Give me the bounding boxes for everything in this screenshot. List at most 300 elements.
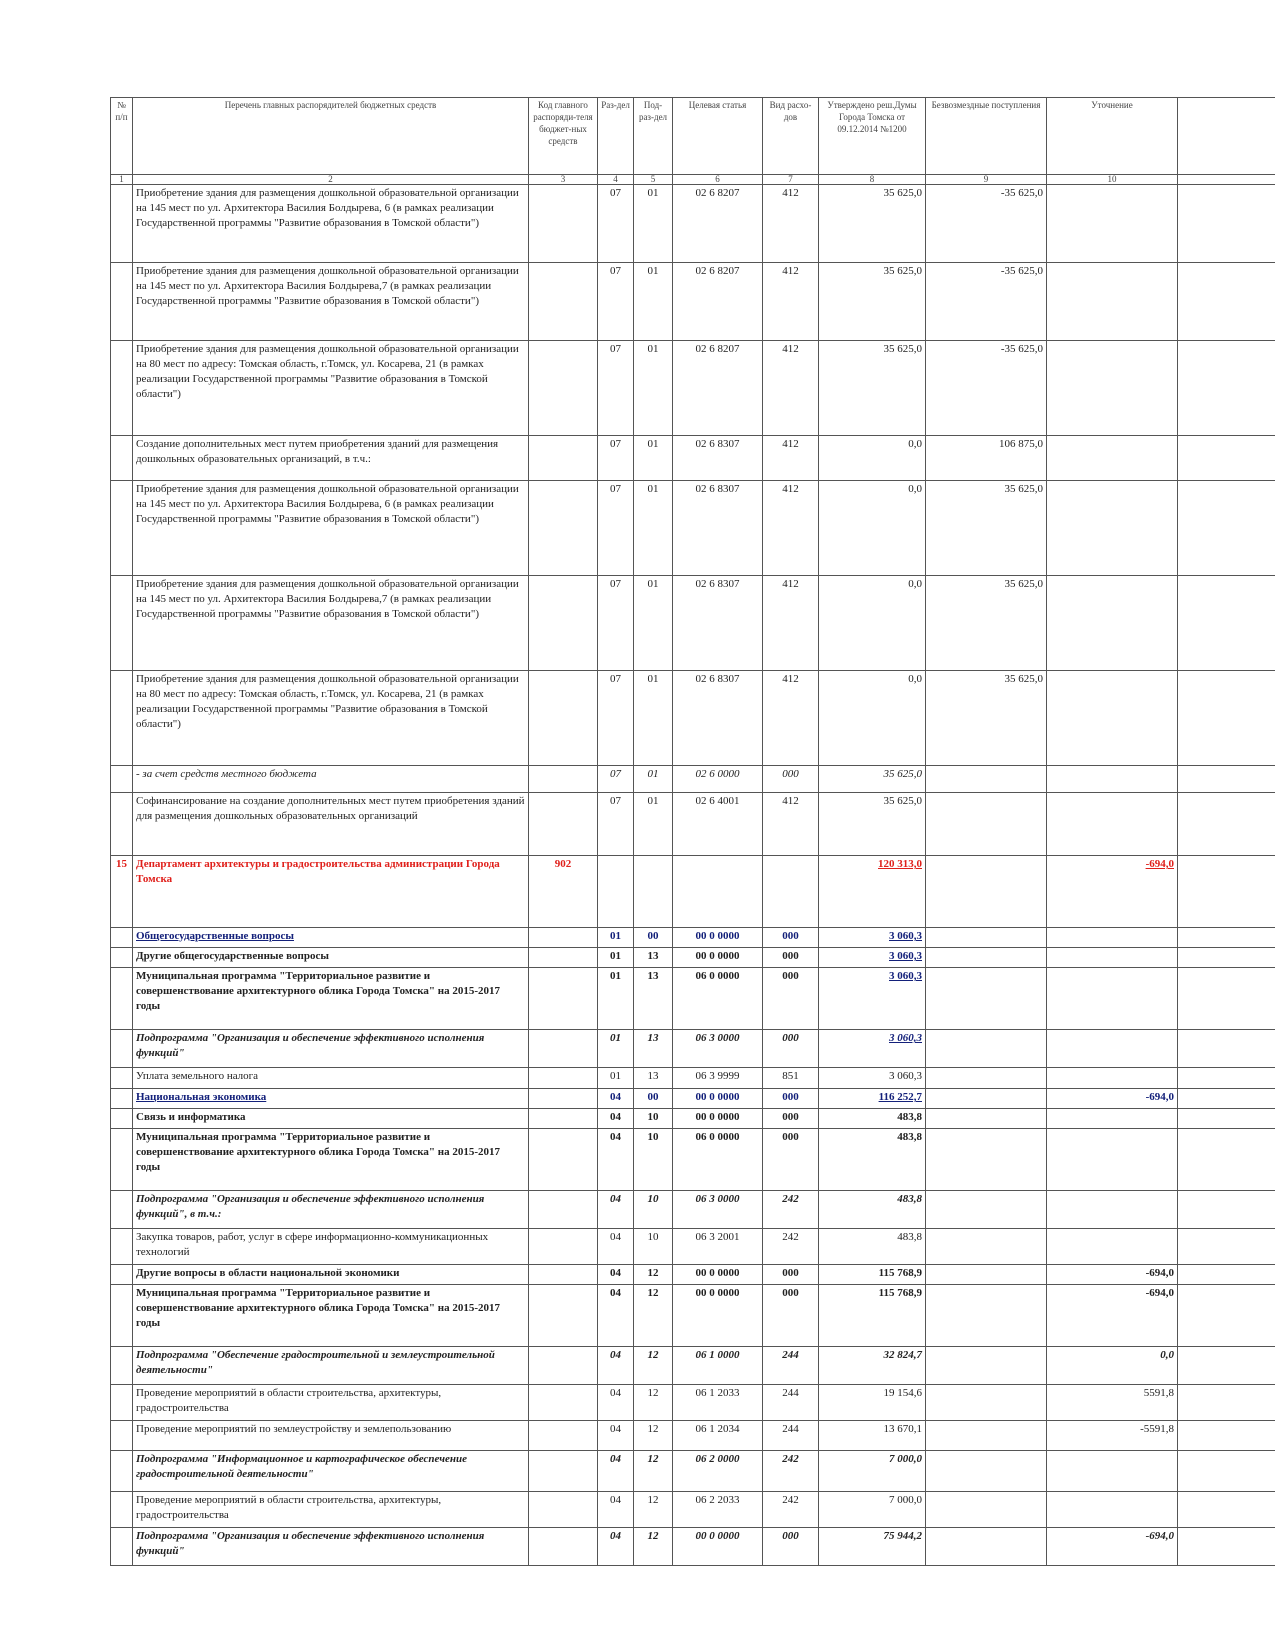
row-number [111, 1528, 133, 1566]
row-free-receipts [926, 1451, 1047, 1492]
row-free-receipts: 106 875,0 [926, 436, 1047, 481]
row-approved: 483,8 [819, 1129, 926, 1191]
row-code [529, 481, 598, 576]
row-number [111, 1109, 133, 1129]
row-name: Закупка товаров, работ, услуг в сфере информационно-коммуникационных технологий [133, 1229, 529, 1265]
column-number: 6 [673, 175, 763, 185]
row-change [1047, 671, 1178, 766]
row-code [529, 968, 598, 1030]
row-approved: 35 625,0 [819, 766, 926, 793]
row-expense-type: 000 [763, 1030, 819, 1068]
row-code [529, 1285, 598, 1347]
header-approved: Утверждено реш.Думы Города Томска от 09.12.2014 №1200 [819, 98, 926, 175]
row-change [1047, 1109, 1178, 1129]
row-expense-type: 412 [763, 671, 819, 766]
table-row [111, 793, 1275, 856]
column-number: 5 [634, 175, 673, 185]
row-approved: 483,8 [819, 1229, 926, 1265]
row-change [1047, 1492, 1178, 1528]
row-podrazdel: 01 [634, 793, 673, 856]
row-approved: 116 252,7 [819, 1089, 926, 1109]
row-number [111, 1492, 133, 1528]
row-podrazdel: 12 [634, 1265, 673, 1285]
row-extra [1178, 793, 1275, 856]
row-extra [1178, 1191, 1275, 1229]
row-razdel: 07 [598, 576, 634, 671]
row-extra [1178, 948, 1275, 968]
table-row [111, 1030, 1275, 1068]
row-free-receipts [926, 1385, 1047, 1421]
row-code [529, 1347, 598, 1385]
row-name: Приобретение здания для размещения дошкольной образовательной организации на 145 мест по ул. Архитектора Василия Болдырева,7 (в рамках реализации Государственной программы "Развитие образования в Томской области") [133, 263, 529, 341]
column-number: 8 [819, 175, 926, 185]
row-podrazdel: 12 [634, 1528, 673, 1566]
table-row [111, 1265, 1275, 1285]
row-code [529, 766, 598, 793]
row-number [111, 185, 133, 263]
row-target-article: 02 6 4001 [673, 793, 763, 856]
row-name: Общегосударственные вопросы [133, 928, 529, 948]
row-podrazdel: 10 [634, 1191, 673, 1229]
header-num: № п/п [111, 98, 133, 175]
header-change: Уточнение [1047, 98, 1178, 175]
row-extra [1178, 1347, 1275, 1385]
row-podrazdel: 12 [634, 1285, 673, 1347]
row-code [529, 1129, 598, 1191]
row-code [529, 1229, 598, 1265]
row-target-article: 00 0 0000 [673, 1285, 763, 1347]
row-name: Приобретение здания для размещения дошкольной образовательной организации на 80 мест по адресу: Томская область, г.Томск, ул. Косарева, 21 (в рамках реализации Государственной программы "Развитие образования в Томской области") [133, 341, 529, 436]
row-number [111, 576, 133, 671]
row-name: Подпрограмма "Организация и обеспечение эффективного исполнения функций", в т.ч.: [133, 1191, 529, 1229]
row-target-article: 02 6 8207 [673, 185, 763, 263]
row-free-receipts [926, 766, 1047, 793]
row-approved: 0,0 [819, 481, 926, 576]
row-extra [1178, 928, 1275, 948]
row-approved: 0,0 [819, 576, 926, 671]
header-code: Код главного распоряди-теля бюджет-ных средств [529, 98, 598, 175]
row-free-receipts [926, 856, 1047, 928]
row-approved: 13 670,1 [819, 1421, 926, 1451]
row-approved: 483,8 [819, 1191, 926, 1229]
header-row [111, 98, 1275, 175]
row-target-article: 06 0 0000 [673, 968, 763, 1030]
table-row [111, 263, 1275, 341]
row-approved: 115 768,9 [819, 1285, 926, 1347]
row-free-receipts [926, 793, 1047, 856]
row-number [111, 436, 133, 481]
row-extra [1178, 1089, 1275, 1109]
row-razdel: 01 [598, 928, 634, 948]
row-name: Муниципальная программа "Территориальное развитие и совершенствование архитектурного облика Города Томска" на 2015-2017 годы [133, 968, 529, 1030]
row-approved: 3 060,3 [819, 1030, 926, 1068]
row-name: Подпрограмма "Организация и обеспечение эффективного исполнения функций" [133, 1528, 529, 1566]
row-razdel: 07 [598, 766, 634, 793]
row-razdel: 04 [598, 1285, 634, 1347]
row-free-receipts [926, 1068, 1047, 1089]
row-name: Подпрограмма "Обеспечение градостроительной и землеустроительной деятельности" [133, 1347, 529, 1385]
row-razdel: 07 [598, 671, 634, 766]
row-code [529, 1089, 598, 1109]
row-free-receipts: 35 625,0 [926, 481, 1047, 576]
row-expense-type: 244 [763, 1347, 819, 1385]
row-expense-type: 242 [763, 1492, 819, 1528]
row-name: Подпрограмма "Организация и обеспечение эффективного исполнения функций" [133, 1030, 529, 1068]
header-vr: Вид расхо-дов [763, 98, 819, 175]
column-number: 9 [926, 175, 1047, 185]
row-number [111, 1229, 133, 1265]
row-code [529, 1030, 598, 1068]
row-target-article: 02 6 8307 [673, 481, 763, 576]
table-row [111, 1229, 1275, 1265]
row-free-receipts: 35 625,0 [926, 576, 1047, 671]
row-change [1047, 968, 1178, 1030]
row-razdel: 01 [598, 1030, 634, 1068]
table-row [111, 481, 1275, 576]
row-expense-type: 000 [763, 1285, 819, 1347]
row-target-article: 00 0 0000 [673, 948, 763, 968]
row-podrazdel: 01 [634, 766, 673, 793]
table-row [111, 576, 1275, 671]
row-name: Приобретение здания для размещения дошкольной образовательной организации на 145 мест по ул. Архитектора Василия Болдырева, 6 (в рамках реализации Государственной программы "Развитие образования в Томской области") [133, 185, 529, 263]
row-free-receipts: -35 625,0 [926, 263, 1047, 341]
row-podrazdel: 12 [634, 1347, 673, 1385]
row-code [529, 1068, 598, 1089]
row-extra [1178, 1528, 1275, 1566]
column-number: 4 [598, 175, 634, 185]
row-free-receipts [926, 1421, 1047, 1451]
row-approved: 35 625,0 [819, 185, 926, 263]
row-expense-type: 000 [763, 928, 819, 948]
row-number [111, 766, 133, 793]
row-target-article: 02 6 8307 [673, 576, 763, 671]
table-row [111, 1191, 1275, 1229]
row-target-article: 02 6 0000 [673, 766, 763, 793]
row-razdel: 04 [598, 1421, 634, 1451]
row-extra [1178, 263, 1275, 341]
row-target-article: 06 3 2001 [673, 1229, 763, 1265]
row-number [111, 793, 133, 856]
row-change: -694,0 [1047, 1285, 1178, 1347]
row-target-article: 06 2 2033 [673, 1492, 763, 1528]
row-change: -694,0 [1047, 1265, 1178, 1285]
header-name: Перечень главных распорядителей бюджетных средств [133, 98, 529, 175]
row-change [1047, 185, 1178, 263]
row-code [529, 928, 598, 948]
row-number [111, 1068, 133, 1089]
row-target-article: 06 3 9999 [673, 1068, 763, 1089]
row-change [1047, 793, 1178, 856]
row-number [111, 1191, 133, 1229]
row-podrazdel: 01 [634, 263, 673, 341]
row-extra [1178, 436, 1275, 481]
table-row [111, 1528, 1275, 1566]
table-row [111, 1068, 1275, 1089]
row-extra [1178, 1421, 1275, 1451]
row-name: Софинансирование на создание дополнительных мест путем приобретения зданий для размещения дошкольных образовательных организаций [133, 793, 529, 856]
row-approved: 3 060,3 [819, 928, 926, 948]
row-code [529, 671, 598, 766]
row-change: -694,0 [1047, 1089, 1178, 1109]
row-code [529, 948, 598, 968]
row-name: Связь и информатика [133, 1109, 529, 1129]
row-razdel: 07 [598, 263, 634, 341]
row-name: Приобретение здания для размещения дошкольной образовательной организации на 80 мест по адресу: Томская область, г.Томск, ул. Косарева, 21 (в рамках реализации Государственной программы "Развитие образования в Томской области") [133, 671, 529, 766]
row-free-receipts [926, 1347, 1047, 1385]
row-free-receipts [926, 1030, 1047, 1068]
row-code [529, 1109, 598, 1129]
row-podrazdel: 01 [634, 341, 673, 436]
budget-table [110, 97, 1275, 1566]
row-target-article: 06 3 0000 [673, 1191, 763, 1229]
row-extra [1178, 1492, 1275, 1528]
row-expense-type: 242 [763, 1451, 819, 1492]
table-row [111, 341, 1275, 436]
table-row [111, 1285, 1275, 1347]
row-expense-type: 000 [763, 1265, 819, 1285]
row-free-receipts [926, 1089, 1047, 1109]
row-expense-type: 412 [763, 481, 819, 576]
column-number: 1 [111, 175, 133, 185]
row-podrazdel: 13 [634, 948, 673, 968]
row-name: Муниципальная программа "Территориальное развитие и совершенствование архитектурного облика Города Томска" на 2015-2017 годы [133, 1285, 529, 1347]
row-free-receipts [926, 1191, 1047, 1229]
row-number: 15 [111, 856, 133, 928]
row-extra [1178, 856, 1275, 928]
row-free-receipts [926, 1285, 1047, 1347]
row-target-article: 02 6 8207 [673, 263, 763, 341]
row-razdel: 07 [598, 185, 634, 263]
row-target-article: 06 0 0000 [673, 1129, 763, 1191]
row-number [111, 1129, 133, 1191]
row-approved: 3 060,3 [819, 948, 926, 968]
row-expense-type: 412 [763, 263, 819, 341]
row-razdel: 07 [598, 481, 634, 576]
row-free-receipts [926, 1229, 1047, 1265]
table-row [111, 436, 1275, 481]
row-target-article: 00 0 0000 [673, 928, 763, 948]
row-razdel: 04 [598, 1265, 634, 1285]
row-free-receipts [926, 1109, 1047, 1129]
row-razdel: 04 [598, 1229, 634, 1265]
row-razdel: 04 [598, 1492, 634, 1528]
table-row [111, 1492, 1275, 1528]
row-extra [1178, 766, 1275, 793]
row-extra [1178, 1265, 1275, 1285]
row-razdel [598, 856, 634, 928]
row-approved: 75 944,2 [819, 1528, 926, 1566]
row-podrazdel: 12 [634, 1385, 673, 1421]
column-number: 3 [529, 175, 598, 185]
row-approved: 115 768,9 [819, 1265, 926, 1285]
row-code [529, 341, 598, 436]
table-row [111, 185, 1275, 263]
header-razdel: Раз-дел [598, 98, 634, 175]
row-expense-type: 000 [763, 1528, 819, 1566]
row-podrazdel: 13 [634, 1030, 673, 1068]
row-extra [1178, 1068, 1275, 1089]
row-expense-type: 412 [763, 793, 819, 856]
row-extra [1178, 671, 1275, 766]
row-number [111, 948, 133, 968]
row-name: Проведение мероприятий в области строительства, архитектуры, градостроительства [133, 1492, 529, 1528]
row-expense-type: 242 [763, 1191, 819, 1229]
row-change [1047, 263, 1178, 341]
row-name: Приобретение здания для размещения дошкольной образовательной организации на 145 мест по ул. Архитектора Василия Болдырева, 6 (в рамках реализации Государственной программы "Развитие образования в Томской области") [133, 481, 529, 576]
row-code [529, 1265, 598, 1285]
row-name: Проведение мероприятий в области строительства, архитектуры, градостроительства [133, 1385, 529, 1421]
row-number [111, 1347, 133, 1385]
row-expense-type: 851 [763, 1068, 819, 1089]
table-row [111, 1129, 1275, 1191]
row-expense-type: 000 [763, 1109, 819, 1129]
row-approved: 3 060,3 [819, 968, 926, 1030]
table-row [111, 1109, 1275, 1129]
row-extra [1178, 576, 1275, 671]
row-change [1047, 436, 1178, 481]
row-free-receipts [926, 1492, 1047, 1528]
row-change [1047, 576, 1178, 671]
table-row [111, 1421, 1275, 1451]
row-code [529, 576, 598, 671]
row-target-article: 06 1 0000 [673, 1347, 763, 1385]
row-approved: 3 060,3 [819, 1068, 926, 1089]
row-name: Национальная экономика [133, 1089, 529, 1109]
row-razdel: 01 [598, 1068, 634, 1089]
header-csr: Целевая статья [673, 98, 763, 175]
row-target-article: 02 6 8307 [673, 671, 763, 766]
row-number [111, 481, 133, 576]
row-podrazdel: 10 [634, 1129, 673, 1191]
row-podrazdel: 00 [634, 1089, 673, 1109]
table-row [111, 1089, 1275, 1109]
row-extra [1178, 968, 1275, 1030]
row-extra [1178, 341, 1275, 436]
row-number [111, 1451, 133, 1492]
column-number: 7 [763, 175, 819, 185]
row-name: Подпрограмма "Информационное и картографическое обеспечение градостроительной деятельности" [133, 1451, 529, 1492]
row-code [529, 436, 598, 481]
row-free-receipts [926, 968, 1047, 1030]
row-podrazdel [634, 856, 673, 928]
row-razdel: 07 [598, 341, 634, 436]
row-podrazdel: 12 [634, 1492, 673, 1528]
row-approved: 120 313,0 [819, 856, 926, 928]
column-number: 2 [133, 175, 529, 185]
row-approved: 35 625,0 [819, 793, 926, 856]
row-approved: 35 625,0 [819, 341, 926, 436]
row-name: Проведение мероприятий по землеустройству и землепользованию [133, 1421, 529, 1451]
row-extra [1178, 1229, 1275, 1265]
row-free-receipts [926, 1528, 1047, 1566]
row-extra [1178, 1385, 1275, 1421]
row-change: 5591,8 [1047, 1385, 1178, 1421]
row-expense-type: 412 [763, 341, 819, 436]
row-target-article: 06 3 0000 [673, 1030, 763, 1068]
row-podrazdel: 13 [634, 1068, 673, 1089]
row-razdel: 04 [598, 1129, 634, 1191]
row-change [1047, 928, 1178, 948]
row-name: Другие общегосударственные вопросы [133, 948, 529, 968]
row-expense-type: 000 [763, 1129, 819, 1191]
row-extra [1178, 1030, 1275, 1068]
row-name: Муниципальная программа "Территориальное развитие и совершенствование архитектурного облика Города Томска" на 2015-2017 годы [133, 1129, 529, 1191]
row-extra [1178, 481, 1275, 576]
row-change [1047, 481, 1178, 576]
row-code: 902 [529, 856, 598, 928]
row-code [529, 1528, 598, 1566]
row-free-receipts [926, 928, 1047, 948]
row-extra [1178, 1129, 1275, 1191]
row-name: - за счет средств местного бюджета [133, 766, 529, 793]
row-approved: 483,8 [819, 1109, 926, 1129]
table-row [111, 671, 1275, 766]
row-expense-type: 244 [763, 1385, 819, 1421]
row-change [1047, 1451, 1178, 1492]
row-razdel: 07 [598, 436, 634, 481]
row-number [111, 968, 133, 1030]
row-code [529, 263, 598, 341]
row-free-receipts [926, 1265, 1047, 1285]
row-razdel: 07 [598, 793, 634, 856]
row-target-article: 06 2 0000 [673, 1451, 763, 1492]
row-number [111, 341, 133, 436]
row-podrazdel: 10 [634, 1229, 673, 1265]
row-number [111, 1030, 133, 1068]
row-target-article: 02 6 8307 [673, 436, 763, 481]
row-razdel: 04 [598, 1528, 634, 1566]
row-number [111, 1421, 133, 1451]
row-free-receipts: 35 625,0 [926, 671, 1047, 766]
row-code [529, 1385, 598, 1421]
row-podrazdel: 01 [634, 185, 673, 263]
table-row [111, 968, 1275, 1030]
row-razdel: 04 [598, 1089, 634, 1109]
row-podrazdel: 01 [634, 671, 673, 766]
table-row [111, 948, 1275, 968]
row-expense-type: 000 [763, 766, 819, 793]
row-expense-type: 412 [763, 436, 819, 481]
row-extra [1178, 185, 1275, 263]
row-number [111, 1385, 133, 1421]
row-expense-type: 242 [763, 1229, 819, 1265]
row-number [111, 1265, 133, 1285]
row-name: Создание дополнительных мест путем приобретения зданий для размещения дошкольных образовательных организаций, в т.ч.: [133, 436, 529, 481]
row-code [529, 793, 598, 856]
table-row [111, 1451, 1275, 1492]
row-change: -5591,8 [1047, 1421, 1178, 1451]
row-expense-type: 412 [763, 185, 819, 263]
row-change [1047, 1129, 1178, 1191]
row-target-article: 00 0 0000 [673, 1528, 763, 1566]
table-row [111, 856, 1275, 928]
row-podrazdel: 13 [634, 968, 673, 1030]
row-expense-type: 000 [763, 948, 819, 968]
row-target-article: 00 0 0000 [673, 1265, 763, 1285]
row-change [1047, 341, 1178, 436]
row-name: Департамент архитектуры и градостроительства администрации Города Томска [133, 856, 529, 928]
row-podrazdel: 01 [634, 481, 673, 576]
row-razdel: 04 [598, 1347, 634, 1385]
row-podrazdel: 01 [634, 436, 673, 481]
row-change [1047, 1068, 1178, 1089]
row-change: -694,0 [1047, 856, 1178, 928]
row-extra [1178, 1109, 1275, 1129]
row-approved: 35 625,0 [819, 263, 926, 341]
row-code [529, 1492, 598, 1528]
row-free-receipts: -35 625,0 [926, 185, 1047, 263]
row-change [1047, 948, 1178, 968]
